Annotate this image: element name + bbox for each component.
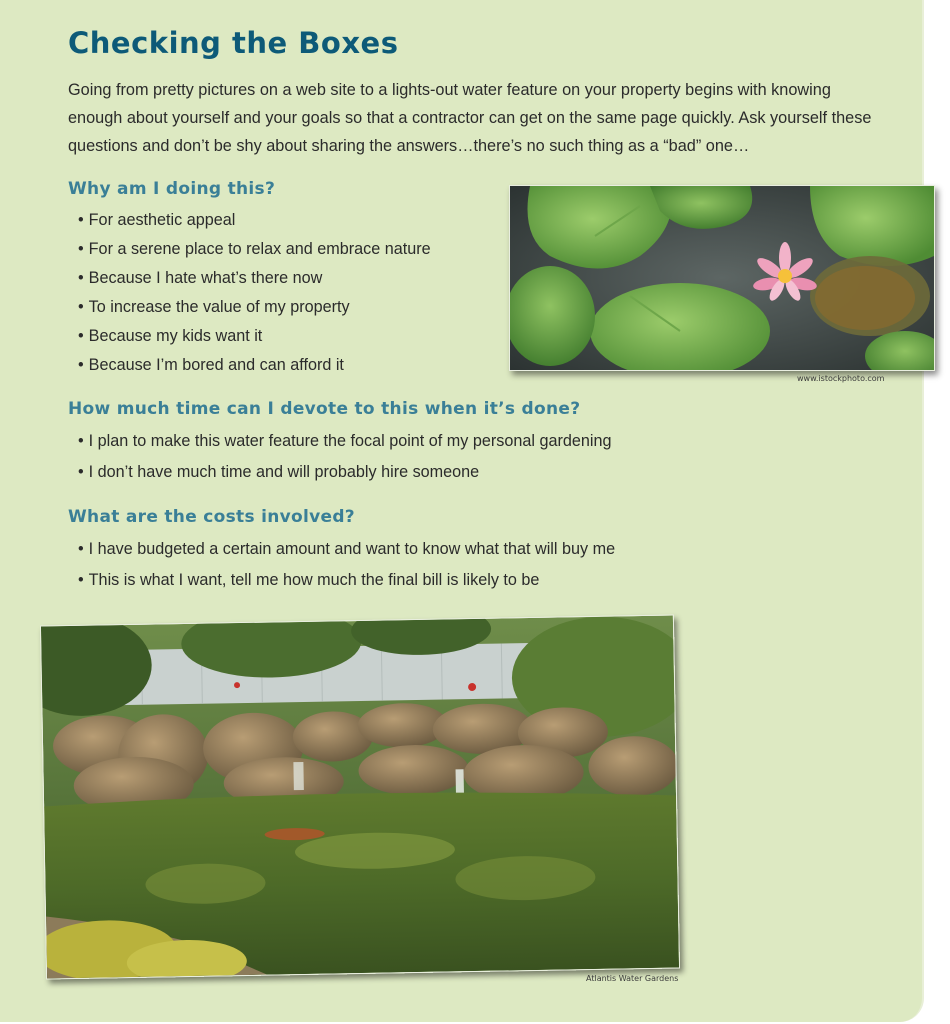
list-item: • I have budgeted a certain amount and want to know what that will buy me [78,535,615,564]
water-lily-photo [509,185,935,371]
list-item: • To increase the value of my property [78,293,431,322]
bullet-list-time [78,427,611,487]
pond-waterfall-photo [40,614,680,979]
photo-credit-pond: Atlantis Water Gardens [586,974,679,983]
bullet-list-costs [78,535,615,595]
list-item: • Because I’m bored and can afford it [78,351,431,380]
list-item: • I don’t have much time and will probably hire someone [78,458,611,487]
list-item: • This is what I want, tell me how much the final bill is likely to be [78,566,615,595]
section-heading-why: Why am I doing this? [68,179,276,199]
article-title: Checking the Boxes [68,26,399,60]
list-item: • For a serene place to relax and embrace nature [78,235,431,264]
list-item: • I plan to make this water feature the focal point of my personal gardening [78,427,611,456]
list-item: • Because I hate what’s there now [78,264,431,293]
section-heading-costs: What are the costs involved? [68,507,355,527]
section-heading-time: How much time can I devote to this when it’s done? [68,399,581,419]
intro-paragraph: Going from pretty pictures on a web site to a lights-out water feature on your property begins with knowing enough about yourself and your goals so that a contractor can get on the same page quickly. Ask yourself these questions and don’t be shy about sharing the answers…there’s no such thing as a “bad” one… [68,81,872,155]
photo-credit-lily: www.istockphoto.com [797,374,885,383]
list-item: • For aesthetic appeal [78,206,431,235]
bullet-list-why [78,206,431,380]
list-item: • Because my kids want it [78,322,431,351]
